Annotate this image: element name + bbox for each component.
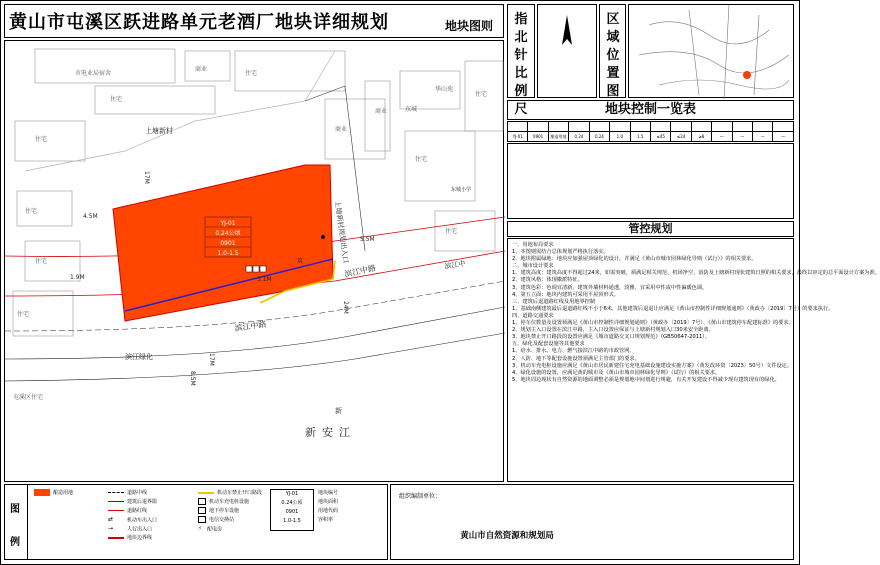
- ctrl-cell: ≥8: [691, 132, 711, 142]
- map-canvas: [5, 41, 505, 483]
- legend-item-power: [198, 525, 222, 533]
- compass-label-box: [507, 4, 535, 117]
- map-dim-5-5: 5.5M: [360, 236, 375, 243]
- map-dim-1-9: 1.9M: [70, 274, 85, 281]
- legend-arrow-icon: →: [108, 525, 114, 532]
- legend-item-far: [318, 516, 333, 524]
- mgmt-line: 1、停车位数量及设置须满足《黄山市控制性详细规划通则》（黄政办〔2019〕7号）、《黄山市建筑停车配建标准》的要求。: [512, 320, 794, 327]
- ctrl-h-2: [528, 122, 548, 132]
- mgmt-line: 2、建筑风格：体现徽派特征。: [512, 277, 583, 284]
- ctrl-h-8: [650, 122, 670, 132]
- parking-icon: [198, 507, 206, 514]
- ctrl-cell: ≤24: [671, 132, 691, 142]
- legend-swatch-icon: [34, 489, 50, 496]
- facility-icons: [246, 266, 266, 272]
- control-table-title: 地块控制一览表: [507, 100, 794, 120]
- mgmt-line: 四、道路交通要求: [512, 312, 554, 319]
- legend-item-parcel-area: [318, 498, 338, 506]
- ctrl-h-10: [691, 122, 711, 132]
- ctrl-cell: YJ-01: [508, 132, 528, 142]
- page-subtitle: 地块图则: [445, 19, 494, 33]
- management-text: [507, 238, 880, 482]
- map-label-village-north: 上塘新村: [145, 127, 173, 135]
- control-table-header-row: [508, 122, 794, 132]
- parking-icon: [253, 266, 259, 272]
- map-dim-zhu: 筑: [297, 258, 304, 265]
- mgmt-line: 3、机动车充电桩设施应满足《黄山市居民新建住宅充电基础设施建设实施方案》（黄发改环资〔2023〕50号）文件设定。: [512, 362, 792, 369]
- organization-label: 组织编制单位：: [399, 493, 442, 500]
- ctrl-cell: —: [712, 132, 732, 142]
- map-landmark-j: 商业: [375, 108, 388, 115]
- legend-item-red-line: [108, 507, 147, 515]
- site-location-marker: [743, 71, 751, 79]
- ctrl-cell: —: [753, 132, 773, 142]
- control-table: [507, 121, 794, 142]
- legend-item-pedestrian-entrance: [108, 525, 152, 533]
- map-label-river: 新安江: [305, 426, 356, 439]
- ctrl-cell: 1.0: [610, 132, 630, 142]
- management-title: 管控规划: [507, 221, 794, 237]
- compass-label: 指北针比例尺: [514, 12, 528, 117]
- map-label-road-main: 滨江中路: [234, 319, 267, 333]
- legend-items: [27, 485, 388, 559]
- mgmt-line: 2、地块附属绿地：地块应加强屋顶绿化的设计，并满足《黄山市城市园林绿化导则（试行）》的相关要求。: [512, 256, 757, 263]
- ctrl-h-14: [773, 122, 794, 132]
- legend-sample-far: 1.0-1.5: [283, 518, 301, 524]
- map-landmark-h: 住宅: [35, 258, 48, 265]
- mgmt-line: 3、建筑色彩：色调宜清新、建筑外墙材料通透、淡雅，宜采用中性或中性偏暖色调。: [512, 284, 708, 291]
- legend-item-charging: [198, 498, 249, 506]
- ctrl-cell: —: [732, 132, 752, 142]
- parcel-info-box: [205, 217, 251, 257]
- power-room-icon: ⚡: [198, 525, 203, 532]
- ctrl-cell: 酿造用地: [548, 132, 568, 142]
- map-landmark-k: 商业: [195, 66, 208, 73]
- ctrl-h-7: [630, 122, 650, 132]
- river-bank: [5, 333, 505, 381]
- ctrl-h-4: [569, 122, 589, 132]
- legend-item-road-centerline: [108, 489, 147, 497]
- mgmt-line: 三、建筑后退道路红线及用地界控制: [512, 298, 596, 305]
- legend-label: 图例: [10, 504, 20, 548]
- map-landmark-m: 住宅: [475, 91, 488, 98]
- locator-map[interactable]: [628, 4, 794, 98]
- legend-item-parcel-id: [318, 489, 338, 497]
- legend-text: 建筑后退界限: [127, 499, 158, 505]
- mgmt-line: 5、地块周边现状有自然资源的地面调整必须是规划地中间划进行规避，有关开发建设不得减少现有建筑现有的绿化。: [512, 376, 780, 383]
- legend-item-underground-parking: [198, 507, 239, 515]
- legend-item-vehicle-entrance: [108, 516, 157, 524]
- map-label-bottom-left: 屯溪区住宅: [13, 394, 44, 401]
- map-landmark-e: 商业: [335, 126, 348, 133]
- mgmt-line: 4、绿化设施的设置，应满足黄的城市及《黄山市城市园林绿化导则》（试行）的相关要求。: [512, 369, 721, 376]
- legend-item-boundary: [108, 534, 152, 542]
- legend-sample-box: [270, 489, 314, 531]
- charging-station-icon: [246, 266, 252, 272]
- legend-item-setback: [108, 498, 157, 506]
- mgmt-line: 2、人防、地下等配套设施设置须满足主管部门的要求。: [512, 355, 640, 362]
- legend-blue-line-icon: [108, 501, 124, 502]
- vehicle-entrance-icon: [321, 235, 325, 239]
- charging-station-icon: [198, 498, 206, 505]
- site-map[interactable]: [4, 40, 504, 482]
- map-label-road-green: 滨江绿化: [125, 353, 153, 361]
- legend-text: 容积率: [318, 517, 334, 523]
- map-landmark-a: 东城: [405, 106, 418, 113]
- map-label-village-entrance: 上塘新村规划出入口: [333, 200, 350, 264]
- ctrl-cell: —: [773, 132, 794, 142]
- map-label-road-main-2: 滨江中路: [343, 263, 377, 279]
- village-road-line: [25, 51, 335, 171]
- ctrl-cell: 0901: [528, 132, 548, 142]
- mgmt-line: 2、规划主入口设置在滨江中路，主入口设置应保证与上塘新村规划入口30米安全距离。: [512, 327, 714, 334]
- parcel-indices: 1.0-1.5: [217, 250, 239, 257]
- legend: [4, 484, 388, 560]
- legend-sample-code: 0901: [285, 509, 299, 515]
- mgmt-line: 4、第五立面：地块内建筑可采用平屋顶形式。: [512, 291, 620, 298]
- legend-text: 人行出入口: [127, 526, 153, 533]
- map-label-road-right: 滨江中: [443, 259, 467, 271]
- title-bar: [4, 4, 504, 38]
- ctrl-h-9: [671, 122, 691, 132]
- legend-text: 酿造用地: [53, 490, 74, 496]
- ctrl-h-6: [610, 122, 630, 132]
- legend-sample-area: 0.24公顷: [281, 500, 303, 506]
- ctrl-h-11: [712, 122, 732, 132]
- map-landmark-d: 住宅: [35, 136, 48, 143]
- parcel-code: 0901: [220, 240, 236, 247]
- legend-dashed-line-icon: [108, 492, 124, 493]
- map-dim-24: 24M: [342, 301, 349, 314]
- legend-text: 配电房: [207, 526, 223, 533]
- legend-text: 地块编号: [318, 490, 339, 496]
- telecom-icon: [198, 516, 206, 523]
- legend-text: 地块边界线: [127, 535, 153, 541]
- map-dim-17-top: 17M: [143, 171, 150, 184]
- ctrl-h-5: [589, 122, 609, 132]
- mgmt-line: 1、基础南侧建筑最后退道路红线不小于6米，其他建筑后退退让应满足《黄山市控制性详细规划通则》（黄政办〔2019〕7号）的要求执行。: [512, 305, 834, 312]
- mgmt-line: 五、绿化及配套设施等其他要求: [512, 341, 585, 348]
- legend-text: 用地代码: [318, 508, 339, 514]
- map-label-school: 东城小学: [451, 187, 472, 193]
- legend-text: 地下停车设施: [209, 508, 240, 514]
- road-edge-south: [5, 307, 505, 359]
- mgmt-line: 1、本图则需结合总体规划严格执行落实。: [512, 249, 609, 256]
- mgmt-line: 1、建筑高度：建筑高度不得超过24米，如需突破，须满足相关规范、机场净空、消防及上塘新村现状建筑日照的相关要求，最终以审定的总平面设计方案为准。: [512, 270, 880, 277]
- page-title: 黄山市屯溪区跃进路单元老酒厂地块详细规划: [9, 12, 389, 33]
- mgmt-line: 二、城市设计要求: [512, 263, 554, 270]
- ctrl-cell: 1.5: [630, 132, 650, 142]
- locator-label: 区域位置图: [606, 12, 620, 99]
- compass-area: [537, 4, 597, 98]
- legend-item-land-use: [34, 489, 73, 497]
- legend-text: 机动车充电桩设施: [209, 499, 250, 505]
- legend-text: 道路中线: [127, 490, 148, 496]
- locator-label-box: [599, 4, 626, 98]
- telecom-icon: [260, 266, 266, 272]
- map-label-village-top-left: 市电业局宿舍: [75, 70, 112, 77]
- legend-red-line-icon: [108, 510, 124, 511]
- map-dim-4-5: 4.5M: [83, 213, 98, 220]
- organization-box: [390, 484, 794, 560]
- control-table-row: [508, 132, 794, 142]
- map-landmark-b: 华山苑: [435, 86, 454, 93]
- legend-text: 道路红线: [127, 508, 148, 514]
- parcel-area: 0.24公顷: [215, 230, 241, 237]
- mgmt-line: 1、给水、排水、电力、燃气接滨江中路的市政管网。: [512, 348, 635, 355]
- legend-arrow-icon: ⇄: [108, 516, 114, 523]
- legend-text: 地块面积: [318, 499, 339, 505]
- legend-yellow-line-icon: [198, 492, 214, 494]
- map-dim-8-5: 8.5M: [189, 371, 196, 386]
- map-landmark-l: 住宅: [17, 311, 30, 318]
- north-arrow-icon: [538, 5, 596, 97]
- ctrl-h-1: [508, 122, 528, 132]
- map-landmark-n: 住宅: [110, 96, 123, 103]
- legend-item-no-opening: [198, 489, 262, 497]
- ctrl-h-3: [548, 122, 568, 132]
- ctrl-h-12: [732, 122, 752, 132]
- legend-sample-id: YJ-01: [285, 491, 299, 497]
- map-dim-17-left: 17M: [208, 353, 215, 366]
- legend-text: 机动车出入口: [127, 517, 158, 524]
- mgmt-line: 一、用地布局要求: [512, 242, 554, 248]
- legend-boundary-icon: [108, 537, 124, 539]
- ctrl-cell: 0.24: [589, 132, 609, 142]
- organization-name: 黄山市自然资源和规划局: [460, 531, 554, 541]
- ctrl-cell: ≤45: [650, 132, 670, 142]
- locator-map-canvas: [629, 5, 795, 99]
- map-label-road-tag: 新: [335, 407, 342, 415]
- mgmt-line: 3、地块禁止开口路段的设置应满足《城市道路交叉口规划规范》（GB50647-2011）。: [512, 334, 711, 341]
- parcel-id: YJ-01: [220, 220, 236, 227]
- map-landmark-f: 住宅: [415, 156, 428, 163]
- map-dim-3-1: 3.1M: [257, 276, 272, 283]
- map-landmark-g: 住宅: [25, 208, 38, 215]
- legend-text: 电信交换站: [209, 517, 235, 523]
- ctrl-h-13: [753, 122, 773, 132]
- control-table-blank-area: [507, 143, 794, 219]
- legend-item-land-code: [318, 507, 338, 515]
- map-landmark-c: 住宅: [245, 70, 258, 77]
- ctrl-cell: 0.24: [569, 132, 589, 142]
- legend-item-telecom: [198, 516, 234, 524]
- map-landmark-i: 住宅: [445, 228, 458, 235]
- legend-text: 机动车禁止开口路段: [217, 490, 263, 496]
